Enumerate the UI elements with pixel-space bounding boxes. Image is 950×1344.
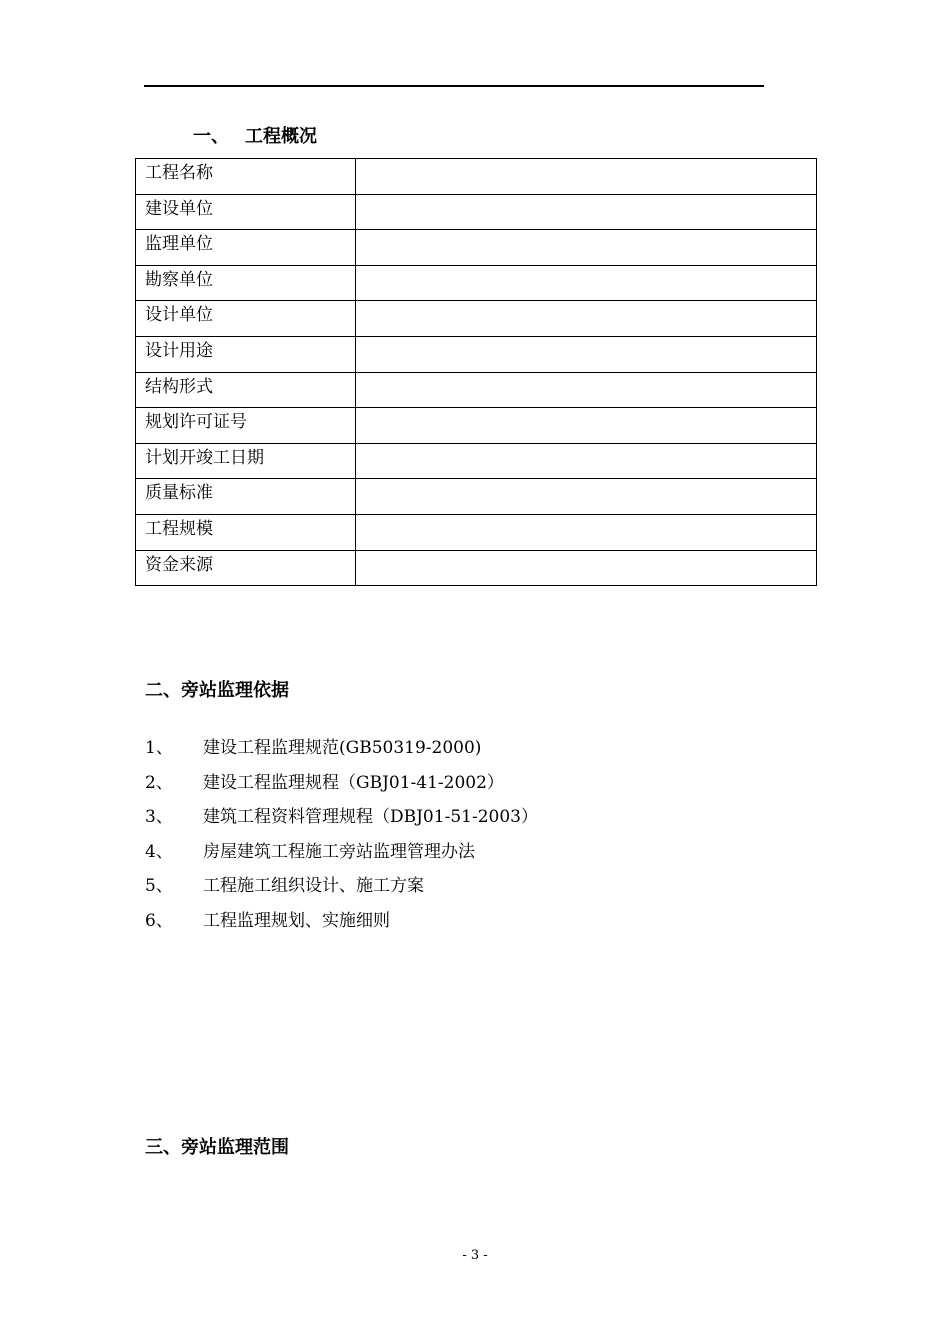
table-row — [136, 336, 817, 372]
row-value — [356, 301, 817, 337]
row-value — [356, 550, 817, 586]
list-item-number: 5、 — [145, 876, 173, 897]
section2-title: 二、旁站监理依据 — [145, 680, 289, 701]
basis-list — [145, 736, 538, 944]
row-label: 设计单位 — [136, 301, 356, 337]
row-label: 建设单位 — [136, 194, 356, 230]
row-label: 资金来源 — [136, 550, 356, 586]
list-item — [145, 840, 538, 875]
list-item — [145, 909, 538, 944]
table-row — [136, 230, 817, 266]
row-value — [356, 372, 817, 408]
list-item-text: 工程施工组织设计、施工方案 — [203, 876, 424, 897]
row-value — [356, 443, 817, 479]
list-item — [145, 736, 538, 771]
row-value — [356, 514, 817, 550]
row-label: 结构形式 — [136, 372, 356, 408]
list-item-text: 房屋建筑工程施工旁站监理管理办法 — [203, 841, 475, 862]
table-row — [136, 265, 817, 301]
list-item-number: 3、 — [145, 807, 173, 828]
row-label: 设计用途 — [136, 336, 356, 372]
row-label: 工程规模 — [136, 514, 356, 550]
list-item-number: 6、 — [145, 910, 173, 931]
row-label: 规划许可证号 — [136, 408, 356, 444]
list-item-text: 建设工程监理规程（GBJ01-41-2002） — [203, 772, 504, 793]
list-item-number: 2、 — [145, 772, 173, 793]
row-value — [356, 408, 817, 444]
row-label: 工程名称 — [136, 159, 356, 195]
table-row — [136, 159, 817, 195]
table-row — [136, 372, 817, 408]
list-item — [145, 805, 538, 840]
section3-title: 三、旁站监理范围 — [145, 1137, 289, 1158]
row-label: 监理单位 — [136, 230, 356, 266]
list-item — [145, 771, 538, 806]
table-row — [136, 514, 817, 550]
row-label: 质量标准 — [136, 479, 356, 515]
list-item-number: 4、 — [145, 841, 173, 862]
project-overview-table — [135, 158, 817, 586]
row-value — [356, 479, 817, 515]
table-row — [136, 479, 817, 515]
list-item-number: 1、 — [145, 738, 173, 758]
table-row — [136, 301, 817, 337]
list-item-text: 建设工程监理规范(GB50319-2000) — [203, 738, 482, 758]
section1-number: 一、 — [193, 126, 229, 147]
list-item-text: 建筑工程资料管理规程（DBJ01-51-2003） — [203, 807, 538, 828]
row-value — [356, 265, 817, 301]
row-value — [356, 194, 817, 230]
header-rule — [144, 85, 764, 87]
table-row — [136, 408, 817, 444]
table-row — [136, 443, 817, 479]
row-value — [356, 230, 817, 266]
row-label: 勘察单位 — [136, 265, 356, 301]
list-item-text: 工程监理规划、实施细则 — [203, 910, 390, 931]
list-item — [145, 874, 538, 909]
section1-title: 工程概况 — [245, 126, 317, 147]
row-label: 计划开竣工日期 — [136, 443, 356, 479]
row-value — [356, 159, 817, 195]
row-value — [356, 336, 817, 372]
table-row — [136, 194, 817, 230]
table-row — [136, 550, 817, 586]
page-number: - 3 - — [462, 1248, 488, 1263]
